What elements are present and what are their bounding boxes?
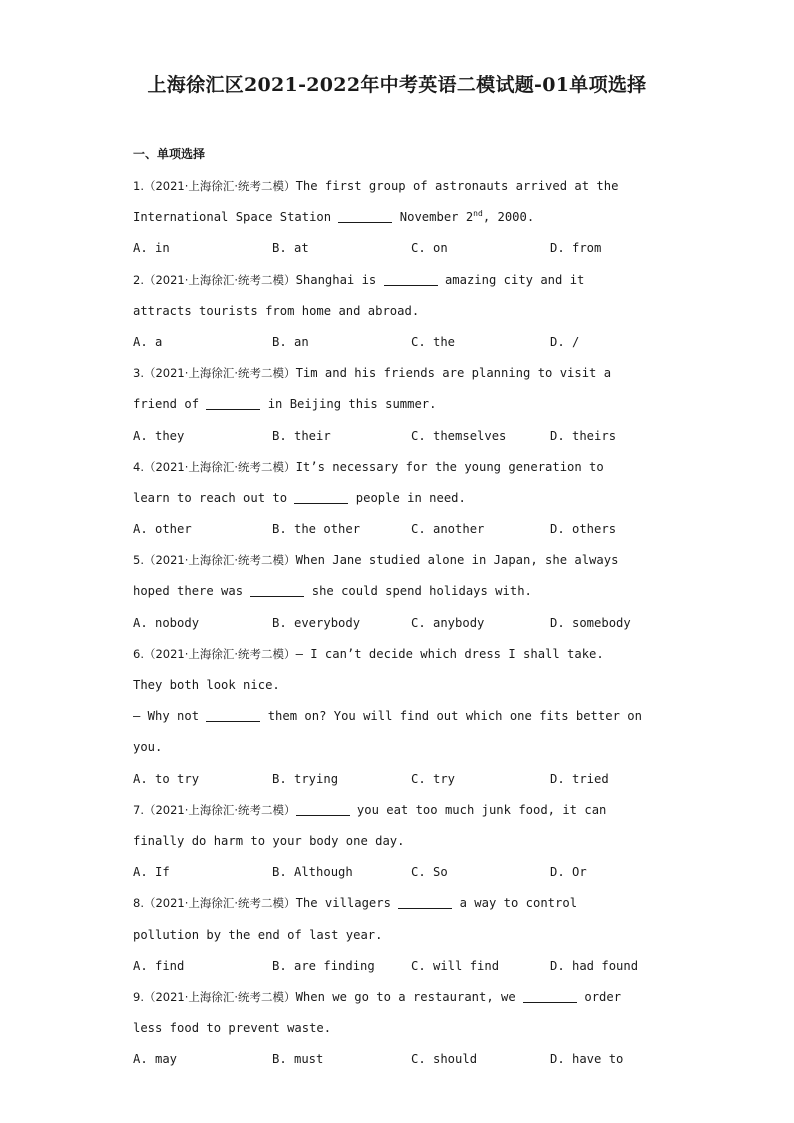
question-5-cont [133,576,673,607]
question-7-cont: finally do harm to your body one day. [133,833,405,848]
question-5 [133,545,673,576]
question-source: 3.（2021·上海徐汇·统考二模） [133,366,296,381]
option-d: D. Or [550,865,587,880]
option-b: B. at [272,241,309,256]
question-text: Shanghai is [295,272,384,287]
option-d: D. somebody [550,615,631,630]
option-b: B. trying [272,771,339,786]
option-a: A. find [133,958,185,973]
option-d: D. theirs [550,428,617,443]
option-b: B. their [272,428,331,443]
question-text: she could spend holidays with. [304,584,532,599]
question-text: The villagers [295,896,399,911]
option-d: D. others [550,522,617,537]
question-text: When we go to a restaurant, we [295,989,524,1004]
question-text: people in need. [348,490,466,505]
question-text: amazing city and it [437,272,585,287]
question-text: a way to control [452,896,578,911]
question-text: order [577,989,622,1004]
question-source: 2.（2021·上海徐汇·统考二模） [133,272,296,287]
option-a: A. a [133,334,163,349]
question-text: hoped there was [133,584,251,599]
answer-blank [398,895,452,909]
options-3 [133,421,673,452]
question-text: It’s necessary for the young generation to [295,459,604,474]
answer-blank [250,583,304,597]
option-d: D. had found [550,958,639,973]
answer-blank [523,989,577,1003]
option-c: C. will find [411,958,500,973]
question-1 [133,171,673,202]
option-a: A. they [133,428,185,443]
option-a: A. other [133,522,192,537]
answer-blank [294,490,348,504]
question-text: — I can’t decide which dress I shall take. [295,646,604,661]
question-text: friend of [133,397,207,412]
option-c: C. on [411,241,448,256]
question-text: Tim and his friends are planning to visit a [295,366,612,381]
option-d: D. from [550,241,602,256]
option-b: B. everybody [272,615,361,630]
page-title: 上海徐汇区2021-2022年中考英语二模试题-01单项选择 [147,74,647,96]
option-d: D. tried [550,771,609,786]
options-5 [133,608,673,639]
option-b: B. must [272,1052,324,1067]
ordinal-suffix: nd [473,209,483,219]
question-9 [133,982,673,1013]
option-b: B. are finding [272,958,375,973]
options-9 [133,1044,673,1075]
question-text: International Space Station [133,210,339,225]
option-c: C. try [411,771,456,786]
question-source: 1.（2021·上海徐汇·统考二模） [133,179,296,193]
question-8-cont: pollution by the end of last year. [133,927,383,942]
option-c: C. So [411,865,448,880]
question-source: 7.（2021·上海徐汇·统考二模） [133,802,296,817]
question-source: 6.（2021·上海徐汇·统考二模） [133,646,296,661]
question-text: in Beijing this summer. [260,397,437,412]
question-4 [133,452,673,483]
question-2-cont: attracts tourists from home and abroad. [133,303,420,318]
question-source: 8.（2021·上海徐汇·统考二模） [133,896,296,911]
option-b: B. the other [272,522,361,537]
question-text: November 2 [392,210,474,225]
question-text: you eat too much junk food, it can [349,802,607,817]
options-8 [133,951,673,982]
question-3-cont [133,389,673,420]
question-7 [133,795,673,826]
question-text: learn to reach out to [133,490,295,505]
question-6-cont: They both look nice. [133,678,280,692]
option-a: A. to try [133,771,200,786]
answer-blank [296,802,350,816]
section-heading: 一、单项选择 [133,147,206,161]
options-6 [133,764,673,795]
answer-blank [384,272,438,286]
option-a: A. may [133,1052,178,1067]
answer-blank [338,209,392,223]
question-6-reply [133,701,673,732]
option-b: B. an [272,334,309,349]
question-4-cont [133,483,673,514]
option-c: C. the [411,334,456,349]
question-list [133,144,673,1075]
option-a: A. in [133,241,170,256]
option-d: D. / [550,334,580,349]
question-8 [133,888,673,919]
option-d: D. have to [550,1052,624,1067]
question-3 [133,358,673,389]
question-source: 5.（2021·上海徐汇·统考二模） [133,553,296,568]
question-text: When Jane studied alone in Japan, she always [295,553,619,568]
question-text: — Why not [133,709,207,724]
options-7 [133,857,673,888]
question-1-cont [133,202,673,233]
question-6 [133,639,673,670]
question-text: , 2000. [482,210,535,225]
options-2 [133,327,673,358]
answer-blank [206,396,260,410]
option-c: C. themselves [411,428,507,443]
question-source: 4.（2021·上海徐汇·统考二模） [133,459,296,474]
question-text: The first group of astronauts arrived at the [295,179,619,193]
option-a: A. If [133,865,170,880]
question-6-reply-cont: you. [133,740,163,755]
option-c: C. anybody [411,615,485,630]
options-1 [133,233,673,264]
question-2 [133,265,673,296]
option-a: A. nobody [133,615,200,630]
options-4 [133,514,673,545]
option-c: C. should [411,1052,478,1067]
answer-blank [206,708,260,722]
option-c: C. another [411,522,485,537]
question-9-cont: less food to prevent waste. [133,1021,332,1036]
question-source: 9.（2021·上海徐汇·统考二模） [133,989,296,1004]
option-b: B. Although [272,865,353,880]
question-text: them on? You will find out which one fits better on [260,709,642,724]
